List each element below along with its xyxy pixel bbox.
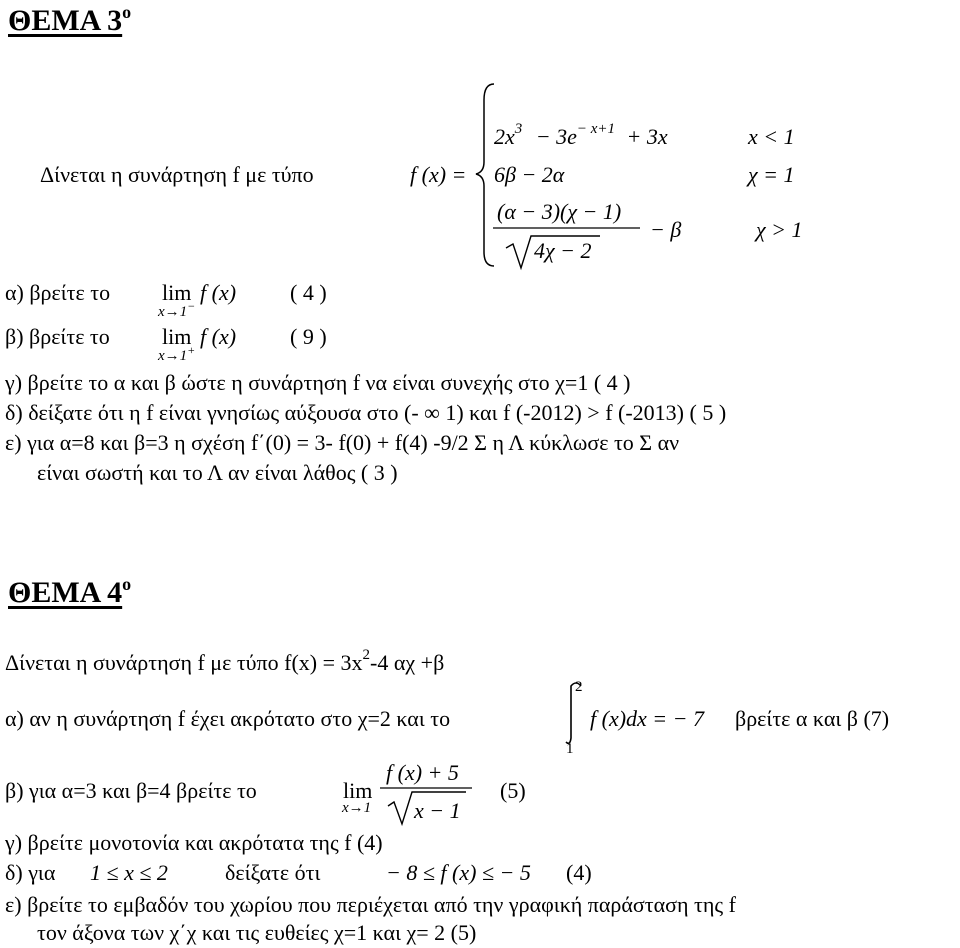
piece-row3-tail: − β <box>650 217 682 242</box>
piece-row3-denominator: 4χ − 2 <box>534 238 592 263</box>
theme3-qb-points: ( 9 ) <box>290 324 327 349</box>
piece-row1: $2x^3 - 3e^{- x+1} + 3x$ <box>494 121 668 149</box>
piece-row2-condition: χ = 1 <box>748 162 795 187</box>
theme3-qa-limit-sub: x→1− <box>158 299 196 320</box>
piece-row1-condition: x < 1 <box>748 124 795 149</box>
piece-row3-numerator: (α − 3)(χ − 1) <box>497 199 622 224</box>
theme3-qa-points: ( 4 ) <box>290 280 327 305</box>
integral-upper-limit: 2 <box>575 679 583 695</box>
theme3-question-d: δ) δείξατε ότι η f είναι γνησίως αύξουσα στο (- ∞ 1) και f (-2012) > f (-2013) ( 5 ) <box>5 400 727 425</box>
theme4-qd-inequality: − 8 ≤ f (x) ≤ − 5 <box>386 860 531 885</box>
integral-body: f (x)dx = − 7 <box>590 706 704 731</box>
theme4-qb-points: (5) <box>500 778 526 803</box>
theme3-qa-fx: f (x) <box>200 280 237 305</box>
theme4-intro: Δίνεται η συνάρτηση f με τύπο $f(x) = 3x^2-4$ αχ +β <box>5 647 445 675</box>
theme3-question-c: γ) βρείτε το α και β ώστε η συνάρτηση f να είναι συνεχής στο χ=1 ( 4 ) <box>5 370 631 395</box>
piece-row3-condition: χ > 1 <box>756 217 803 242</box>
theme3-qb-lim: lim <box>162 324 192 349</box>
theme4-heading: ΘΕΜΑ 4ο <box>8 574 132 609</box>
theme4-qb-lim: lim <box>343 778 373 803</box>
theme4-question-b: β) για α=3 και β=4 βρείτε το <box>5 778 257 803</box>
theme4-question-a: α) αν η συνάρτηση f έχει ακρότατο στο χ=2 και το <box>5 706 451 731</box>
theme3-question-b: β) βρείτε το <box>5 324 110 349</box>
theme3-question-a: α) βρείτε το <box>5 280 111 305</box>
theme4-qd-mid: δείξατε ότι <box>225 860 321 885</box>
theme3-heading: ΘΕΜΑ 3ο <box>8 2 132 37</box>
theme4-question-e-line2: τον άξονα των χ΄χ και τις ευθείες χ=1 και χ= 2 (5) <box>37 920 477 945</box>
theme4-qb-numerator: f (x) + 5 <box>386 760 459 785</box>
integral-lower-limit: 1 <box>566 741 574 757</box>
theme4-question-c: γ) βρείτε μονοτονία και ακρότατα της f (4) <box>5 830 383 855</box>
theme4-qb-denominator: x − 1 <box>414 798 461 823</box>
piece-row2: 6β − 2α <box>494 162 565 187</box>
theme3-qb-fx: f (x) <box>200 324 237 349</box>
function-lhs: f (x) = <box>410 162 467 187</box>
theme4-question-d: δ) για <box>5 860 56 885</box>
theme4-qd-points: (4) <box>566 860 592 885</box>
theme4-qd-interval: 1 ≤ x ≤ 2 <box>90 860 168 885</box>
theme4-qa-tail: βρείτε α και β (7) <box>735 706 890 731</box>
theme3-question-e-line2: είναι σωστή και το Λ αν είναι λάθος ( 3 ) <box>37 460 398 485</box>
theme3-qa-lim: lim <box>162 280 192 305</box>
theme3-question-e-line1: ε) για α=8 και β=3 η σχέση f΄(0) = 3- f(0) + f(4) -9/2 Σ η Λ κύκλωσε το Σ αν <box>5 430 680 455</box>
theme3-intro: Δίνεται η συνάρτηση f με τύπο <box>40 162 314 187</box>
theme4-question-e-line1: ε) βρείτε το εμβαδόν του χωρίου που περιέχεται από την γραφική παράσταση της f <box>5 892 736 917</box>
theme3-qb-limit-sub: x→1+ <box>158 343 196 364</box>
theme4-qb-limit-sub: x→1 <box>342 800 372 816</box>
